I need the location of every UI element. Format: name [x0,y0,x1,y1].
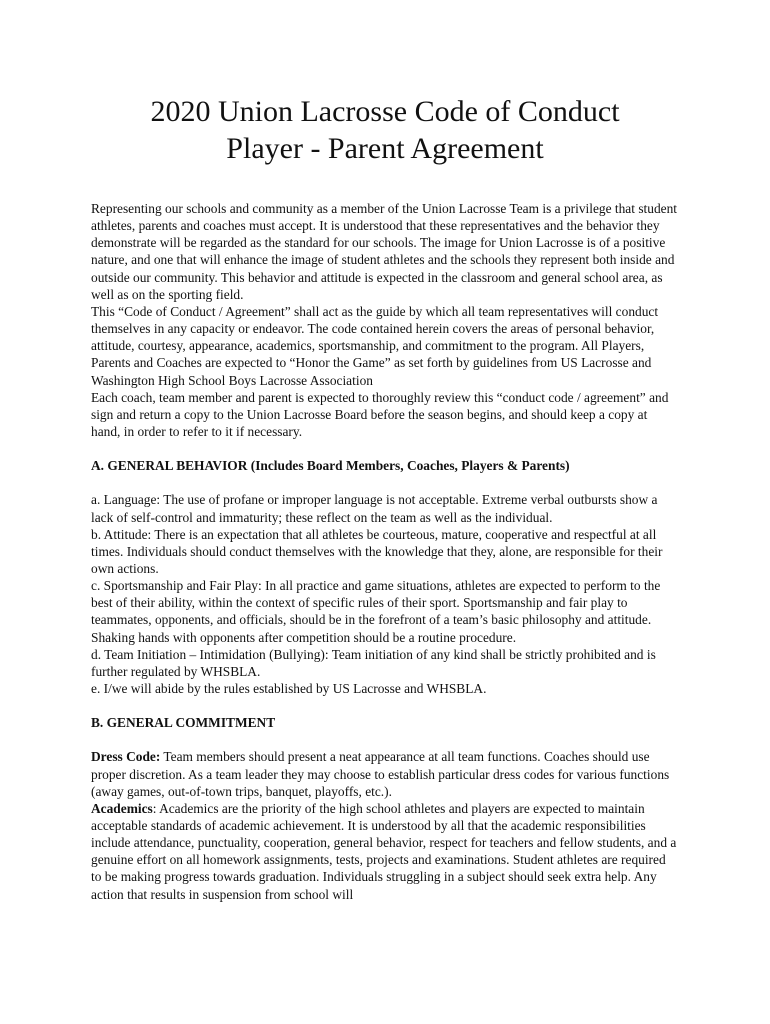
academics-label: Academics [91,800,153,816]
document-title [0,93,770,167]
dress-code-text: Team members should present a neat appearance at all team functions. Coaches should use proper discretion. As a team leader they may choose to establish particular dress codes for various functions (away games, out-of-town trips, banquet, playoffs, etc.). [91,749,670,799]
behavior-item-language: a. Language: The use of profane or improper language is not acceptable. Extreme verbal outbursts show a lack of self-control and immaturity; these reflect on the team as well as the individual. [91,492,658,525]
title-line-1: 2020 Union Lacrosse Code of Conduct [150,95,620,128]
document-body [91,200,677,903]
spacer [91,697,677,714]
spacer [91,474,677,491]
section-a-heading: A. GENERAL BEHAVIOR (Includes Board Members, Coaches, Players & Parents) [91,458,570,474]
academics-text: : Academics are the priority of the high school athletes and players are expected to maintain acceptable standards of academic achievement. It is understood by all that the academic responsibilities include attendance, punctuality, cooperation, general behavior, respect for teachers and fellow students, and a genuine effort on all homework assignments, tests, projects and examinations. Student athletes are required to be making progress towards graduation. Individuals struggling in a subject should seek extra help. Any action that results in suspension from school will [91,800,677,902]
title-line-2: Player - Parent Agreement [226,132,544,165]
behavior-item-sportsmanship: c. Sportsmanship and Fair Play: In all practice and game situations, athletes are expected to perform to the best of their ability, within the context of specific rules of their sport. Sportsmanship and fair play to teammates, opponents, and officials, should be in the forefront of a team’s basic philosophy and attitude. Shaking hands with opponents after competition should be a routine procedure. [91,578,661,645]
intro-paragraph-2: This “Code of Conduct / Agreement” shall act as the guide by which all team representatives will conduct themselves in any capacity or endeavor. The code contained herein covers the areas of personal behavior, attitude, courtesy, appearance, academics, sportsmanship, and commitment to the program. All Players, Parents and Coaches are expected to “Honor the Game” as set forth by guidelines from US Lacrosse and Washington High School Boys Lacrosse Association [91,303,659,388]
dress-code-label: Dress Code: [91,749,161,765]
section-b-heading: B. GENERAL COMMITMENT [91,715,276,731]
spacer [91,440,677,457]
behavior-item-attitude: b. Attitude: There is an expectation that all athletes be courteous, mature, cooperative and respectful at all times. Individuals should conduct themselves with the knowledge that they, alone, are responsible for their own actions. [91,526,663,576]
behavior-item-initiation: d. Team Initiation – Intimidation (Bullying): Team initiation of any kind shall be strictly prohibited and is further regulated by WHSBLA. [91,646,656,679]
intro-paragraph-1: Representing our schools and community as a member of the Union Lacrosse Team is a privilege that student athletes, parents and coaches must accept. It is understood that these representatives and the behavior they demonstrate will be regarded as the standard for our schools. The image for Union Lacrosse is of a positive nature, and one that will enhance the image of student athletes and the schools they represent both inside and outside our community. This behavior and attitude is expected in the classroom and general school area, as well as on the sporting field. [91,201,677,302]
behavior-item-rules: e. I/we will abide by the rules established by US Lacrosse and WHSBLA. [91,681,487,697]
spacer [91,731,677,748]
intro-paragraph-3: Each coach, team member and parent is expected to thoroughly review this “conduct code / agreement” and sign and return a copy to the Union Lacrosse Board before the season begins, and should keep a copy at hand, in order to refer to it if necessary. [91,389,669,440]
academics-paragraph [91,800,677,903]
dress-code-paragraph [91,748,677,799]
